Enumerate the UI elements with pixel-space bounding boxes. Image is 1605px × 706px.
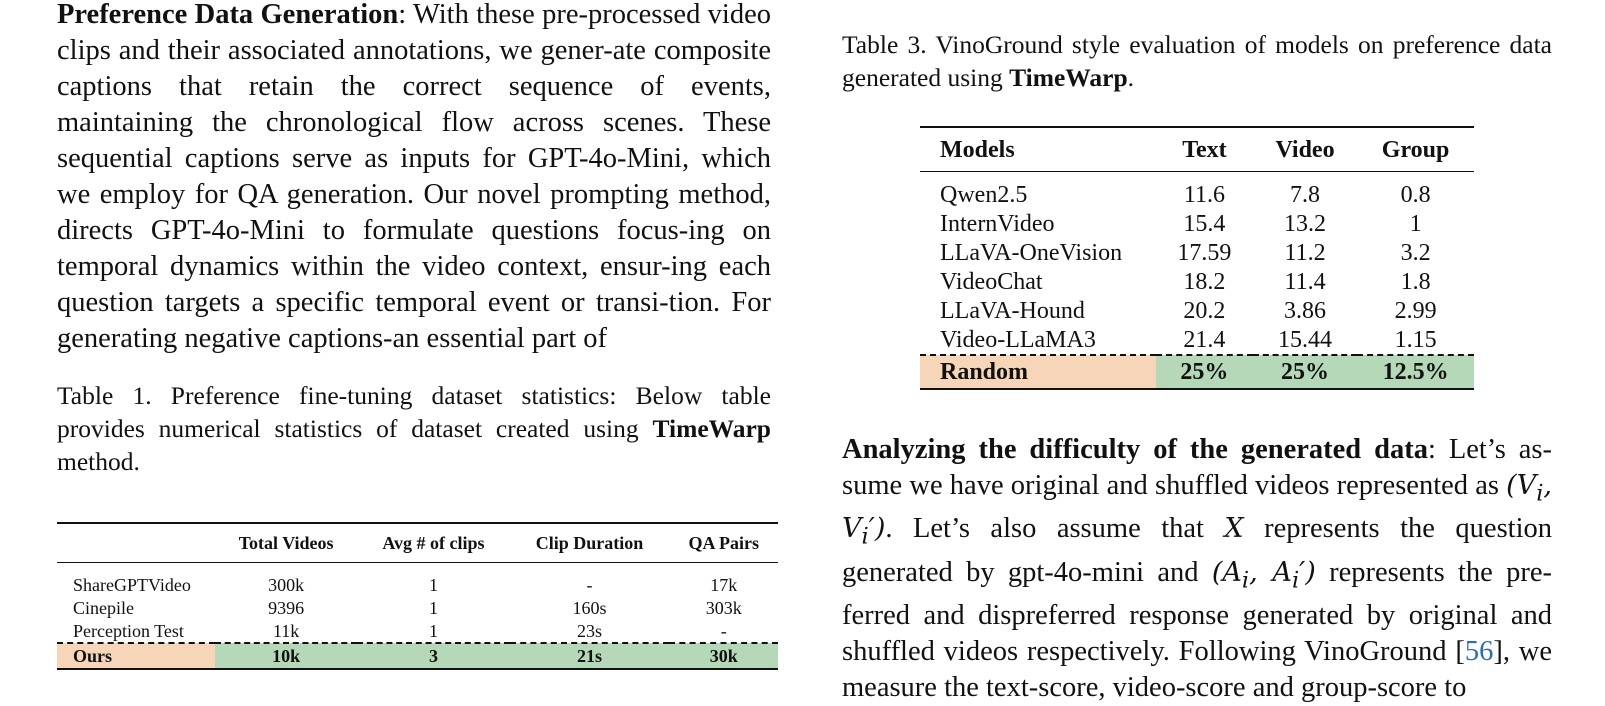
table-cell: 17.59 xyxy=(1177,239,1232,266)
table3-caption-end: . xyxy=(1127,63,1135,92)
table-cell: ShareGPTVideo xyxy=(73,574,191,595)
table3-caption xyxy=(842,28,1552,94)
table-cell: 10k xyxy=(215,643,357,669)
table-row xyxy=(920,267,1474,296)
table-cell: - xyxy=(720,620,727,641)
table-cell: Qwen2.5 xyxy=(940,181,1028,208)
paragraph-text: represents the pre-ferred and dispreferred response generated by original and shuffled videos respectively. Following VinoGround [ xyxy=(842,556,1552,668)
table-cell: Ours xyxy=(57,643,215,669)
table-cell: Video-LLaMA3 xyxy=(940,326,1096,353)
table-row xyxy=(57,596,778,619)
table-cell: 15.44 xyxy=(1278,326,1333,353)
table-cell: 9396 xyxy=(268,597,305,618)
table1-caption-method: TimeWarp xyxy=(652,414,771,443)
table-cell: Perception Test xyxy=(73,620,184,641)
table-cell: 11k xyxy=(272,620,300,641)
table-row xyxy=(920,238,1474,267)
table-header-cell xyxy=(57,523,215,563)
table-header-row xyxy=(920,127,1474,172)
math-subscript: i xyxy=(1536,480,1544,507)
table-cell: 1.15 xyxy=(1394,326,1437,353)
math-part: ′) xyxy=(868,513,886,545)
math-part: , V xyxy=(842,470,1552,545)
table-header-cell: Group xyxy=(1381,137,1450,163)
table-cell: 303k xyxy=(705,597,742,618)
table-cell: 15.4 xyxy=(1183,210,1226,237)
table-cell: 1 xyxy=(428,620,438,641)
table-header-cell: Avg # of clips xyxy=(382,533,485,553)
citation-link[interactable]: 56 xyxy=(1464,636,1494,668)
table-cell: Random xyxy=(920,355,1156,389)
table-cell: 18.2 xyxy=(1183,268,1226,295)
table-header-cell: QA Pairs xyxy=(688,533,759,553)
table-cell: 3.86 xyxy=(1284,297,1327,324)
paragraph-heading: Analyzing the difficulty of the generated data xyxy=(842,434,1428,465)
table-cell: 30k xyxy=(669,643,778,669)
table-cell: 1.8 xyxy=(1400,268,1431,295)
table-cell: InternVideo xyxy=(940,210,1055,237)
math-subscript: i xyxy=(861,523,869,550)
table1-caption-end: method. xyxy=(57,447,140,476)
table-highlight-row xyxy=(920,355,1474,389)
table-cell: 11.4 xyxy=(1284,268,1326,295)
math-expression xyxy=(1211,556,1316,594)
table-cell: 11.2 xyxy=(1284,239,1326,266)
table-header-cell: Total Videos xyxy=(238,533,334,553)
table-cell: LLaVA-Hound xyxy=(940,297,1085,324)
table-row xyxy=(920,325,1474,355)
table-cell: 21s xyxy=(510,643,670,669)
table-cell: Cinepile xyxy=(73,597,134,618)
table-cell: 25% xyxy=(1156,355,1253,389)
table-cell: 300k xyxy=(268,574,305,595)
table-cell: 160s xyxy=(572,597,607,618)
math-part: (V xyxy=(1506,470,1537,501)
math-subscript: i xyxy=(1291,567,1300,594)
table-cell: LLaVA-OneVision xyxy=(940,239,1123,266)
table-cell: 12.5% xyxy=(1357,355,1474,389)
table-cell: - xyxy=(586,574,593,595)
table-header-row xyxy=(57,523,778,563)
table-row xyxy=(57,563,778,597)
math-part: (A xyxy=(1211,556,1242,588)
table-cell: 0.8 xyxy=(1400,181,1431,208)
table-cell: 25% xyxy=(1253,355,1357,389)
paragraph-body: : With these pre-processed video clips and their associated annotations, we gener-ate composite captions that retain the correct sequence of events, maintaining the chronological flow across scenes. These sequential captions serve as inputs for GPT-4o-Mini, which we employ for QA generation. Our novel prompting method, directs GPT-4o-Mini to formulate questions focus-ing on temporal dynamics within the video context, ensur-ing each question targets a specific temporal event or transi-tion. For generating negative captions-an essential part of xyxy=(57,0,771,354)
paragraph-heading: Preference Data Generation xyxy=(57,0,399,30)
table-cell: 11.6 xyxy=(1183,181,1225,208)
table-cell: 3 xyxy=(357,643,509,669)
table-cell: 1 xyxy=(1409,210,1422,237)
table1-caption-text: Table 1. Preference fine-tuning dataset statistics: Below table provides numerical statistics of dataset created using xyxy=(57,381,771,443)
paragraph-text: : Let’s as-sume we have original and shuffled videos represented as xyxy=(842,434,1553,501)
table-row xyxy=(920,209,1474,238)
table1-caption xyxy=(57,379,771,478)
table-cell: 1 xyxy=(428,597,438,618)
math-part: ′) xyxy=(1299,556,1316,588)
table3-caption-text: Table 3. VinoGround style evaluation of models on preference data generated using xyxy=(842,30,1552,92)
table-header-cell: Clip Duration xyxy=(535,533,644,553)
table3-caption-method: TimeWarp xyxy=(1009,63,1128,92)
table-header-cell: Models xyxy=(940,137,1015,163)
analyzing-difficulty-paragraph xyxy=(842,432,1552,706)
table3-vinoground-evaluation xyxy=(920,126,1474,390)
table-row xyxy=(57,619,778,643)
table-cell: 3.2 xyxy=(1400,239,1431,266)
table-cell: VideoChat xyxy=(940,268,1043,295)
table-row xyxy=(920,296,1474,325)
table-cell: 13.2 xyxy=(1284,210,1327,237)
table-cell: 21.4 xyxy=(1183,326,1226,353)
table-cell: 17k xyxy=(710,574,738,595)
left-column xyxy=(57,0,771,478)
table-cell: 23s xyxy=(577,620,603,641)
table-cell: 1 xyxy=(428,574,438,595)
table-cell: 20.2 xyxy=(1183,297,1226,324)
math-part: , A xyxy=(1249,556,1292,588)
table-header-cell: Text xyxy=(1182,137,1227,163)
paragraph-text: represents the question generated by gpt-4o-mini and xyxy=(842,513,1552,588)
table1-dataset-statistics xyxy=(57,522,778,670)
math-variable: X xyxy=(1224,513,1244,545)
table-highlight-row xyxy=(57,643,778,669)
paragraph-text: . Let’s also assume that xyxy=(885,513,1225,545)
table-header-cell: Video xyxy=(1275,137,1335,163)
table-row xyxy=(920,172,1474,210)
preference-data-generation-paragraph xyxy=(57,0,771,357)
paragraph-text: ], we measure the text-score, video-score and group-score to xyxy=(842,636,1552,704)
math-subscript: i xyxy=(1241,567,1250,594)
table-cell: 2.99 xyxy=(1394,297,1437,324)
table-cell: 7.8 xyxy=(1290,181,1321,208)
